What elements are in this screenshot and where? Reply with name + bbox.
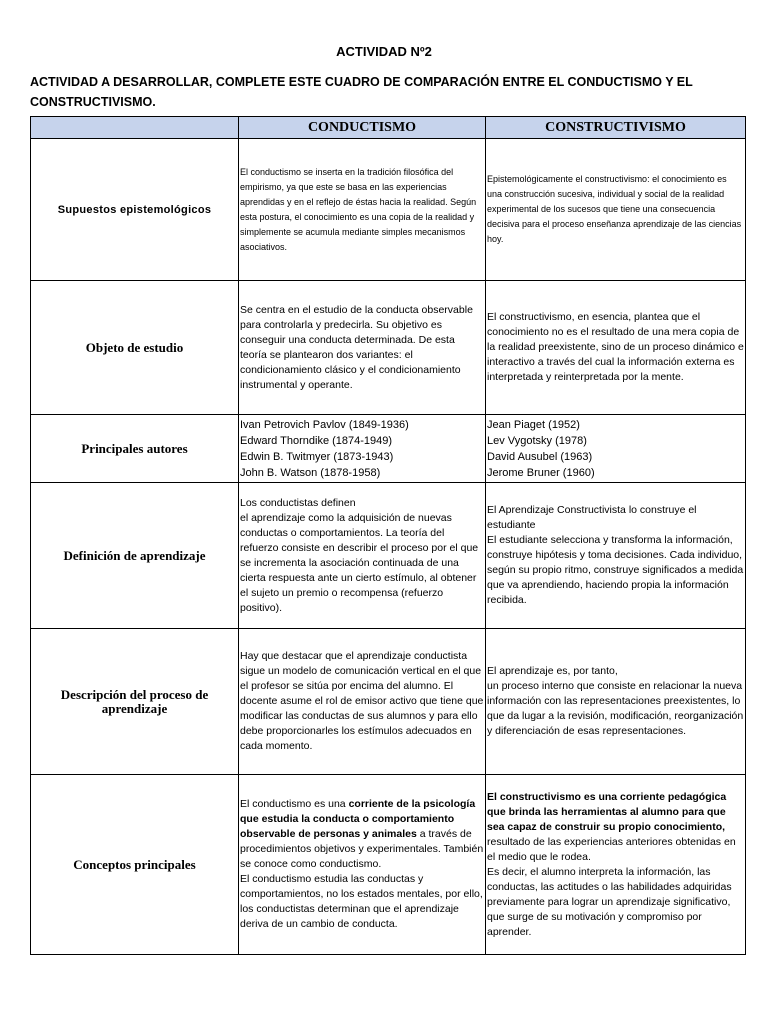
- cell-conceptos-conductismo: [239, 775, 486, 955]
- paragraph: El estudiante selecciona y transforma la información, construye hipótesis y toma decisiones. Cada individuo, según su propio ritmo, construye significados a medida que va aprendiendo, haciendo propia la información recibida.: [487, 534, 744, 606]
- paragraph: El conductismo estudia las conductas y comportamientos, no los estados mentales, por ello, los conductistas determinan que el aprendizaje deriva de un cambio de conducta.: [240, 873, 483, 930]
- row-label-autores: Principales autores: [31, 415, 239, 483]
- author-item: Edwin B. Twitmyer (1873-1943): [240, 450, 394, 463]
- table-row: [31, 775, 746, 955]
- paragraph: un proceso interno que consiste en relacionar la nueva información con las representaciones preexistentes, lo que da lugar a la revisión, modificación, reorganización y diferenciación de esas representaciones.: [487, 680, 744, 737]
- page-title: ACTIVIDAD Nº2: [336, 44, 432, 59]
- header-conductismo: CONDUCTISMO: [239, 117, 486, 139]
- cell-descripcion-constructivismo: [486, 629, 746, 775]
- author-item: Edward Thorndike (1874-1949): [240, 434, 393, 447]
- author-item: Lev Vygotsky (1978): [487, 434, 587, 447]
- table-row: [31, 483, 746, 629]
- table-row: [31, 629, 746, 775]
- table-header-row: [31, 117, 746, 139]
- cell-definicion-constructivismo: [486, 483, 746, 629]
- cell-supuestos-conductismo: El conductismo se inserta en la tradición filosófica del empirismo, ya que este se basa en las experiencias aprendidas y en el reflejo de éstas hacia la realidad. Según esta postura, el conocimiento es una copia de la realidad y simplemente se acumula mediante simples mecanismos asociativos.: [239, 139, 486, 281]
- paragraph: [487, 790, 744, 865]
- cell-supuestos-constructivismo: Epistemológicamente el constructivismo: el conocimiento es una construcción sucesiva, individual y social de la realidad experimental de los sucesos que tiene una consecuencia decisiva para el proceso enseñanza aprendizaje de las ciencias hoy.: [486, 139, 746, 281]
- text-run: a través de procedimientos objetivos y experimentales. También se conoce como conductismo.: [240, 828, 484, 870]
- paragraph: El Aprendizaje Constructivista lo construye el estudiante: [487, 504, 697, 531]
- row-label-objeto: Objeto de estudio: [31, 281, 239, 415]
- header-constructivismo: CONSTRUCTIVISMO: [486, 117, 746, 139]
- text-run: El conductismo es una: [240, 798, 349, 810]
- row-label-conceptos: Conceptos principales: [31, 775, 239, 955]
- cell-conceptos-constructivismo: [486, 775, 746, 955]
- author-item: John B. Watson (1878-1958): [240, 466, 381, 479]
- cell-autores-conductismo: [239, 415, 486, 483]
- paragraph: [240, 797, 484, 872]
- table-row: [31, 139, 746, 281]
- cell-objeto-constructivismo: El constructivismo, en esencia, plantea que el conocimiento no es el resultado de una mera copia de la realidad preexistente, sino de un proceso dinámico e interactivo a través del cual la información externa es interpretada y reinterpretada por la mente.: [486, 281, 746, 415]
- cell-descripcion-conductismo: Hay que destacar que el aprendizaje conductista sigue un modelo de comunicación vertical en el que el profesor se sitúa por encima del alumno. El docente asume el rol de emisor activo que tiene que modificar las conductas de sus alumnos y para ello debe proporcionarles los estímulos adecuados en cada momento.: [239, 629, 486, 775]
- cell-autores-constructivismo: [486, 415, 746, 483]
- instruction-text: ACTIVIDAD A DESARROLLAR, COMPLETE ESTE CUADRO DE COMPARACIÓN ENTRE EL CONDUCTISMO Y EL CONSTRUCTIVISMO.: [30, 75, 693, 109]
- bold-text-run: El constructivismo es una corriente pedagógica que brinda las herramientas al alumno para que sea capaz de construir su propio conocimiento,: [487, 790, 727, 833]
- paragraph: Es decir, el alumno interpreta la información, las conductas, las actitudes o las habilidades adquiridas previamente para lograr un aprendizaje significativo, que surge de su motivación y compromiso por aprender.: [487, 865, 732, 938]
- author-item: Jerome Bruner (1960): [487, 466, 595, 479]
- paragraph: el aprendizaje como la adquisición de nuevas conductas o comportamientos. La teoría del refuerzo consiste en describir el proceso por el que se incrementa la asociación continuada de una cierta respuesta ante un cierto estímulo, al obtener el sujeto un premio o recompensa (refuerzo positivo).: [240, 511, 479, 614]
- text-run: resultado de las experiencias anteriores obtenidas en el medio que le rodea.: [487, 835, 736, 863]
- author-item: Jean Piaget (1952): [487, 418, 580, 431]
- table-row: [31, 281, 746, 415]
- row-label-supuestos: Supuestos epistemológicos: [31, 139, 239, 281]
- cell-definicion-conductismo: [239, 483, 486, 629]
- row-label-descripcion: Descripción del proceso de aprendizaje: [31, 629, 239, 775]
- author-item: David Ausubel (1963): [487, 450, 593, 463]
- comparison-table: [30, 116, 746, 955]
- author-item: Ivan Petrovich Pavlov (1849-1936): [240, 418, 409, 431]
- row-label-definicion: Definición de aprendizaje: [31, 483, 239, 629]
- header-blank: [31, 117, 239, 139]
- cell-objeto-conductismo: Se centra en el estudio de la conducta observable para controlarla y predecirla. Su objetivo es conseguir una conducta determinada. De esta teoría se plantearon dos variantes: el condicionamiento clásico y el condicionamiento instrumental y operante.: [239, 281, 486, 415]
- paragraph: Los conductistas definen: [240, 496, 356, 509]
- bold-text-run: corriente de la psicología que estudia la conducta o comportamiento observable de personas y animales: [240, 798, 476, 840]
- table-row: [31, 415, 746, 483]
- paragraph: El aprendizaje es, por tanto,: [487, 665, 618, 677]
